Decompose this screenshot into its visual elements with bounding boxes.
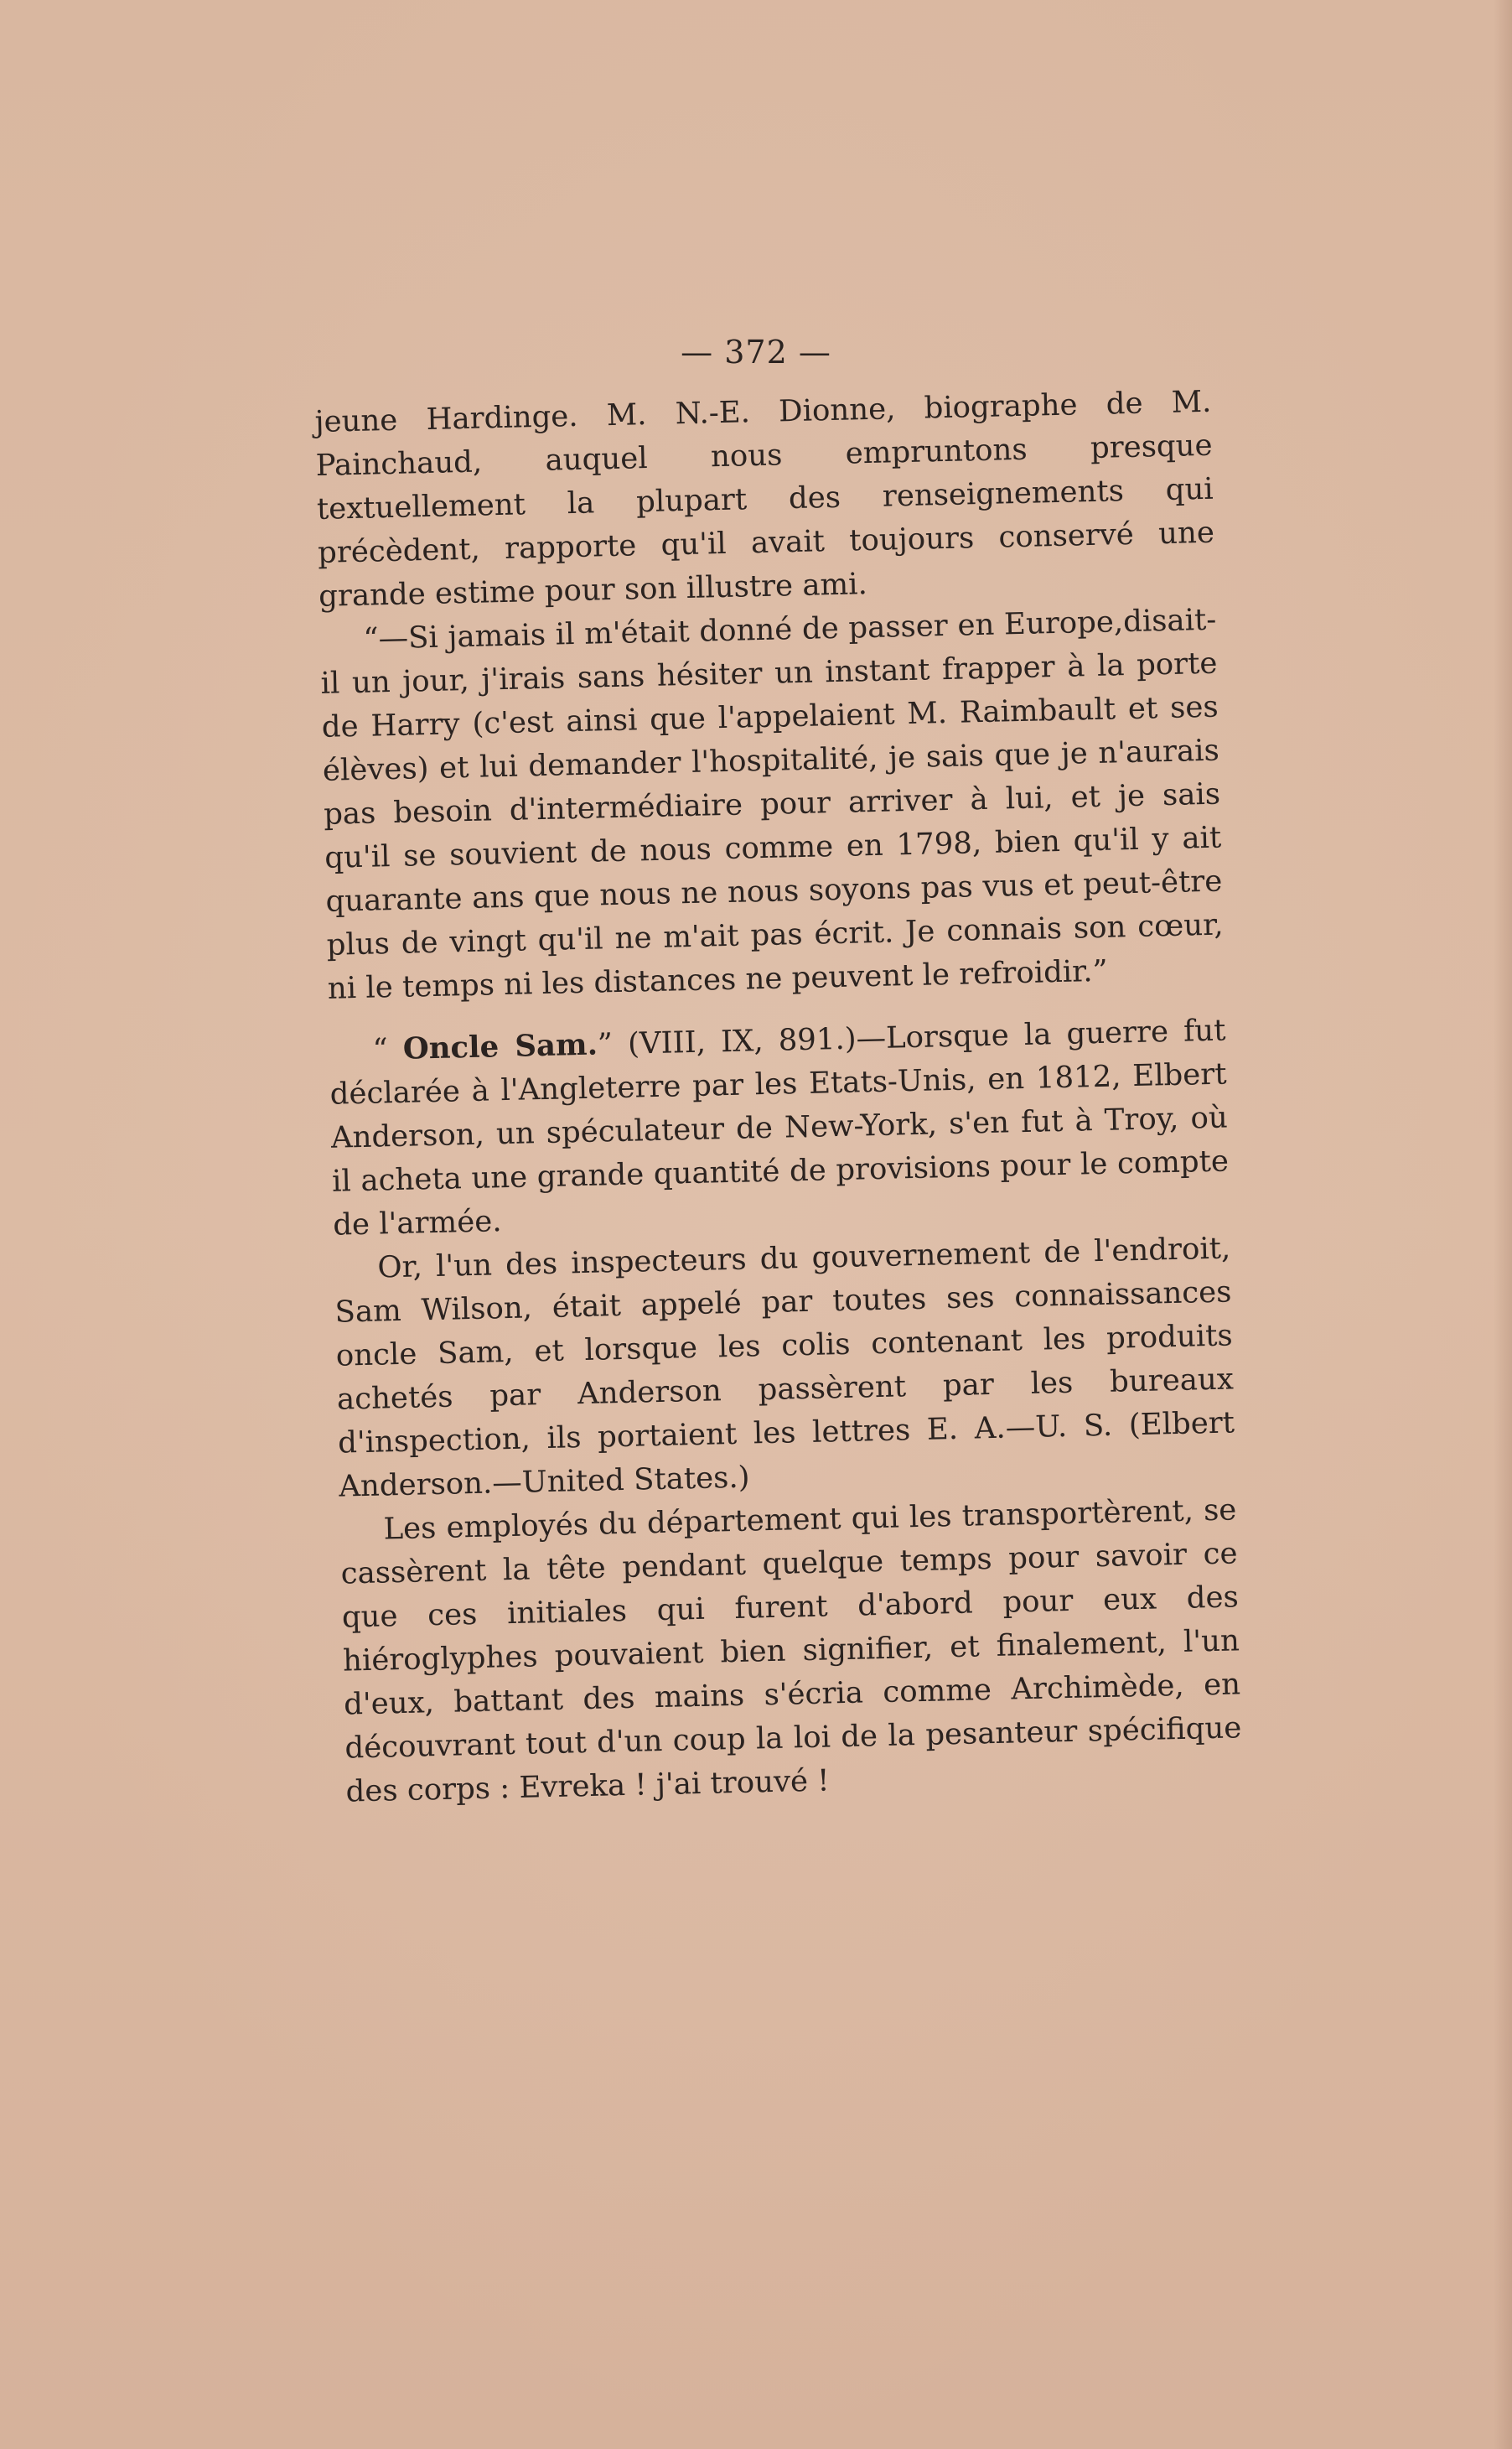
paragraph-oncle-sam-text: (VIII, IX, 891.)—Lorsque la guerre fut déclarée à l'Angleterre par les Etats-Unis, en 1812, Elbert Anderson, un spéculateur de New-York, s'en fut à Troy, où il acheta une grande quantité de provisions pour le compte de l'armée. <box>329 1013 1230 1243</box>
quote-open: “ <box>372 1031 404 1067</box>
entry-title: Oncle Sam. <box>402 1027 598 1066</box>
paragraph-inspecteurs: Or, l'un des inspecteurs du gouvernement de l'endroit, Sam Wilson, était appelé par toutes ses connaissances oncle Sam, et lorsque les colis contenant les produits achetés par Anderson passèrent par les bureaux d'inspection, ils portaient les lettres E. A.—U. S. (Elbert Anderson.—United States.) <box>334 1231 1235 1504</box>
quote-close: ” <box>597 1026 629 1062</box>
paragraph-oncle-sam <box>329 1009 1230 1248</box>
paragraph-hardinge: jeune Hardinge. M. N.-E. Dionne, biographe de M. Painchaud, auquel nous empruntons presque textuellement la plupart des renseignements qui précèdent, rapporte qu'il avait toujours conservé une grande estime pour son illustre ami. <box>314 384 1215 614</box>
paragraph-quote-harry: “—Si jamais il m'était donné de passer en Europe,disait-il un jour, j'irais sans hésiter un instant frapper à la porte de Harry (c'est ainsi que l'appelaient M. Raimbault et ses élèves) et lui demander l'hospitalité, je sais que je n'aurais pas besoin d'intermédiaire pour arriver à lui, et je sais qu'il se souvient de nous comme en 1798, bien qu'il y ait quarante ans que nous ne nous soyons pas vus et peut-être plus de vingt qu'il ne m'ait pas écrit. Je connais son cœur, ni le temps ni les distances ne peuvent le refroidir.” <box>320 602 1224 1006</box>
page-number: — 372 — <box>681 334 831 371</box>
paragraph-employes: Les employés du département qui les transportèrent, se cassèrent la tête pendant quelque temps pour savoir ce que ces initiales qui furent d'abord pour eux des hiéroglyphes pouvaient bien signifier, et finalement, l'un d'eux, battant des mains s'écria comme Archimède, en découvrant tout d'un coup la loi de la pesanteur spécifique des corps : Evreka ! j'ai trouvé ! <box>340 1492 1242 1809</box>
body-text <box>314 381 1243 1814</box>
